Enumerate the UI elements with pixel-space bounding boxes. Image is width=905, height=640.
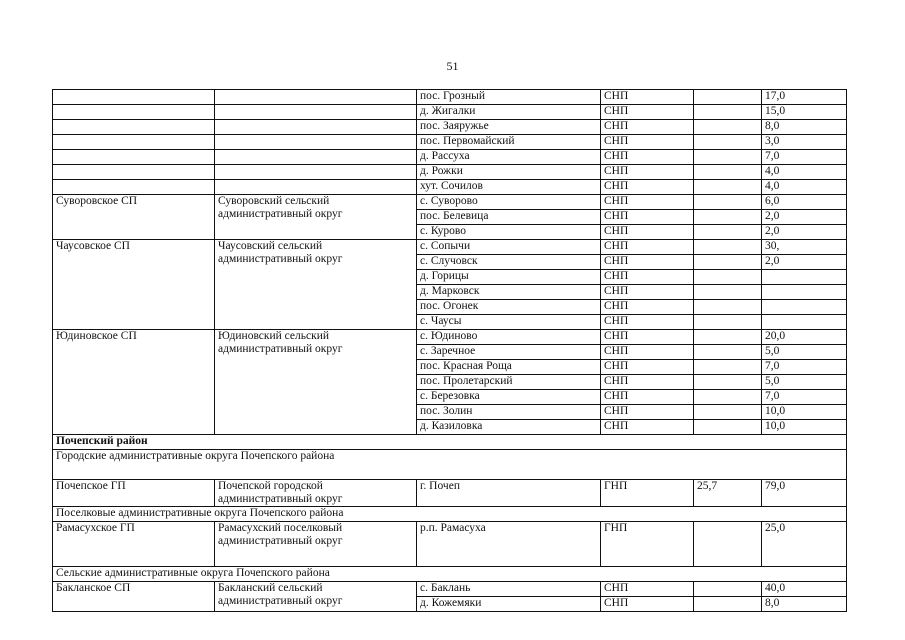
okrug-cell — [215, 90, 417, 105]
settlements-table — [52, 89, 847, 612]
area-cell — [694, 390, 762, 405]
page-number: 51 — [446, 59, 459, 73]
area-cell — [694, 420, 762, 435]
settlement-cell: с. Юдиново — [417, 330, 601, 345]
status-cell: СНП — [601, 270, 694, 285]
population-cell: 2,0 — [762, 210, 847, 225]
settlement-cell: с. Заречное — [417, 345, 601, 360]
population-cell: 5,0 — [762, 345, 847, 360]
settlement-cell: с. Березовка — [417, 390, 601, 405]
settlement-cell: пос. Грозный — [417, 90, 601, 105]
section-header-row — [53, 567, 847, 582]
settlement-cell: хут. Сочилов — [417, 180, 601, 195]
population-cell: 7,0 — [762, 150, 847, 165]
section-header-row — [53, 507, 847, 522]
population-cell: 25,0 — [762, 522, 847, 567]
area-cell — [694, 180, 762, 195]
population-cell: 2,0 — [762, 255, 847, 270]
table-row — [53, 120, 847, 135]
status-cell: СНП — [601, 180, 694, 195]
settlement-cell: д. Рожки — [417, 165, 601, 180]
area-cell — [694, 135, 762, 150]
area-cell — [694, 300, 762, 315]
population-cell: 10,0 — [762, 420, 847, 435]
status-cell: СНП — [601, 105, 694, 120]
area-cell — [694, 210, 762, 225]
status-cell: СНП — [601, 255, 694, 270]
population-cell: 6,0 — [762, 195, 847, 210]
table-row — [53, 195, 847, 210]
area-cell — [694, 375, 762, 390]
area-cell — [694, 105, 762, 120]
municipality-cell — [53, 150, 215, 165]
municipality-cell: Почепское ГП — [53, 480, 215, 507]
settlement-cell: пос. Заяружье — [417, 120, 601, 135]
area-cell — [694, 225, 762, 240]
municipality-cell: Суворовское СП — [53, 195, 215, 240]
status-cell: СНП — [601, 597, 694, 612]
status-cell: СНП — [601, 195, 694, 210]
status-cell: СНП — [601, 420, 694, 435]
area-cell — [694, 330, 762, 345]
population-cell — [762, 285, 847, 300]
municipality-cell — [53, 105, 215, 120]
municipality-cell: Юдиновское СП — [53, 330, 215, 435]
section-header: Поселковые административные округа Почепского района — [53, 507, 847, 522]
status-cell: СНП — [601, 345, 694, 360]
table-row — [53, 522, 847, 567]
table-row — [53, 180, 847, 195]
settlement-cell: г. Почеп — [417, 480, 601, 507]
status-cell: СНП — [601, 120, 694, 135]
population-cell — [762, 315, 847, 330]
okrug-cell: Рамасухский поселковый административный округ — [215, 522, 417, 567]
municipality-cell: Чаусовское СП — [53, 240, 215, 330]
table-row — [53, 240, 847, 255]
section-header: Городские административные округа Почепского района — [53, 450, 847, 480]
population-cell: 15,0 — [762, 105, 847, 120]
okrug-cell: Юдиновский сельский административный округ — [215, 330, 417, 435]
population-cell: 2,0 — [762, 225, 847, 240]
section-header: Сельские административные округа Почепского района — [53, 567, 847, 582]
table-row — [53, 135, 847, 150]
settlement-cell: с. Суворово — [417, 195, 601, 210]
settlement-cell: пос. Красная Роща — [417, 360, 601, 375]
population-cell — [762, 300, 847, 315]
area-cell — [694, 165, 762, 180]
settlement-cell: с. Баклань — [417, 582, 601, 597]
population-cell: 30, — [762, 240, 847, 255]
status-cell: СНП — [601, 150, 694, 165]
area-cell — [694, 150, 762, 165]
settlement-cell: пос. Золин — [417, 405, 601, 420]
population-cell: 7,0 — [762, 360, 847, 375]
municipality-cell — [53, 135, 215, 150]
area-cell — [694, 582, 762, 597]
population-cell: 3,0 — [762, 135, 847, 150]
area-cell — [694, 285, 762, 300]
population-cell — [762, 270, 847, 285]
settlement-cell: пос. Первомайский — [417, 135, 601, 150]
municipality-cell — [53, 90, 215, 105]
okrug-cell: Суворовский сельский административный округ — [215, 195, 417, 240]
settlement-cell: д. Казиловка — [417, 420, 601, 435]
status-cell: СНП — [601, 90, 694, 105]
area-cell: 25,7 — [694, 480, 762, 507]
table-row — [53, 330, 847, 345]
municipality-cell — [53, 165, 215, 180]
population-cell: 4,0 — [762, 180, 847, 195]
area-cell — [694, 195, 762, 210]
status-cell: СНП — [601, 300, 694, 315]
settlement-cell: д. Марковск — [417, 285, 601, 300]
municipality-cell — [53, 120, 215, 135]
population-cell: 7,0 — [762, 390, 847, 405]
area-cell — [694, 255, 762, 270]
area-cell — [694, 405, 762, 420]
status-cell: СНП — [601, 285, 694, 300]
status-cell: СНП — [601, 225, 694, 240]
area-cell — [694, 597, 762, 612]
table-row — [53, 480, 847, 507]
okrug-cell: Почепской городской административный округ — [215, 480, 417, 507]
municipality-cell: Рамасухское ГП — [53, 522, 215, 567]
area-cell — [694, 270, 762, 285]
table-row — [53, 150, 847, 165]
status-cell: ГНП — [601, 480, 694, 507]
status-cell: СНП — [601, 375, 694, 390]
area-cell — [694, 360, 762, 375]
status-cell: СНП — [601, 360, 694, 375]
section-header-row — [53, 450, 847, 480]
okrug-cell: Бакланский сельский административный округ — [215, 582, 417, 612]
area-cell — [694, 240, 762, 255]
section-header-row — [53, 435, 847, 450]
population-cell: 79,0 — [762, 480, 847, 507]
table-row — [53, 105, 847, 120]
settlement-cell: с. Курово — [417, 225, 601, 240]
okrug-cell — [215, 165, 417, 180]
population-cell: 40,0 — [762, 582, 847, 597]
area-cell — [694, 345, 762, 360]
area-cell — [694, 315, 762, 330]
area-cell — [694, 522, 762, 567]
status-cell: СНП — [601, 315, 694, 330]
settlement-cell: с. Чаусы — [417, 315, 601, 330]
settlement-cell: пос. Пролетарский — [417, 375, 601, 390]
status-cell: СНП — [601, 390, 694, 405]
okrug-cell — [215, 150, 417, 165]
okrug-cell — [215, 105, 417, 120]
area-cell — [694, 90, 762, 105]
status-cell: ГНП — [601, 522, 694, 567]
status-cell: СНП — [601, 240, 694, 255]
population-cell: 8,0 — [762, 597, 847, 612]
settlement-cell: р.п. Рамасуха — [417, 522, 601, 567]
municipality-cell — [53, 180, 215, 195]
table-row — [53, 165, 847, 180]
status-cell: СНП — [601, 405, 694, 420]
settlement-cell: с. Сопычи — [417, 240, 601, 255]
settlement-cell: пос. Огонек — [417, 300, 601, 315]
settlement-cell: с. Случовск — [417, 255, 601, 270]
population-cell: 20,0 — [762, 330, 847, 345]
settlement-cell: д. Кожемяки — [417, 597, 601, 612]
table-row — [53, 90, 847, 105]
status-cell: СНП — [601, 582, 694, 597]
settlement-cell: д. Горицы — [417, 270, 601, 285]
settlement-cell: пос. Белевица — [417, 210, 601, 225]
okrug-cell — [215, 120, 417, 135]
population-cell: 5,0 — [762, 375, 847, 390]
okrug-cell — [215, 180, 417, 195]
municipality-cell: Бакланское СП — [53, 582, 215, 612]
status-cell: СНП — [601, 210, 694, 225]
section-header: Почепский район — [53, 435, 847, 450]
table-row — [53, 582, 847, 597]
population-cell: 4,0 — [762, 165, 847, 180]
population-cell: 10,0 — [762, 405, 847, 420]
okrug-cell: Чаусовский сельский административный округ — [215, 240, 417, 330]
status-cell: СНП — [601, 330, 694, 345]
okrug-cell — [215, 135, 417, 150]
population-cell: 8,0 — [762, 120, 847, 135]
settlement-cell: д. Рассуха — [417, 150, 601, 165]
population-cell: 17,0 — [762, 90, 847, 105]
status-cell: СНП — [601, 135, 694, 150]
status-cell: СНП — [601, 165, 694, 180]
area-cell — [694, 120, 762, 135]
settlement-cell: д. Жигалки — [417, 105, 601, 120]
